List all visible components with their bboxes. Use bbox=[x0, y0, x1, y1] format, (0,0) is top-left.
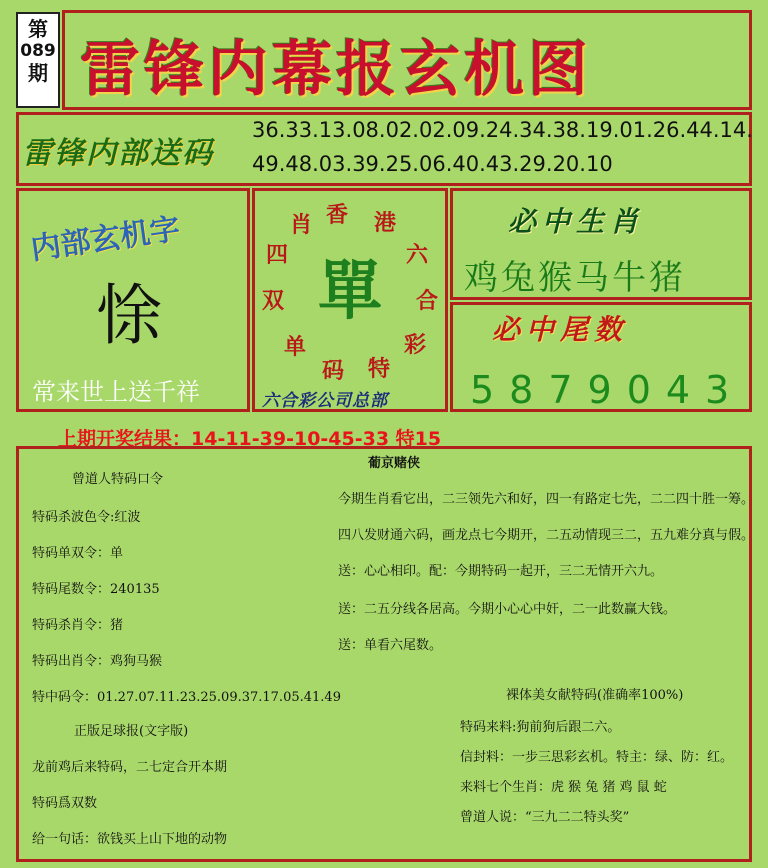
issue-number: 089 bbox=[20, 41, 56, 61]
right-top-line: 送：二五分线各居高。今期小心心中奸，二一此数赢大钱。 bbox=[338, 602, 677, 617]
numbers-panel-label: 雷锋内部送码 bbox=[22, 136, 214, 171]
ring-char: 六 bbox=[406, 242, 429, 268]
right-bottom-line: 来料七个生肖：虎 猴 兔 猪 鸡 鼠 蛇 bbox=[460, 780, 667, 795]
company-label: 六合彩公司总部 bbox=[262, 391, 388, 411]
issue-number-badge bbox=[16, 12, 60, 108]
right-bottom-title: 裸体美女献特码(准确率100%) bbox=[506, 688, 684, 703]
left-line: 特码杀波色令:红波 bbox=[32, 510, 141, 525]
secret-character: 悇 bbox=[96, 277, 162, 354]
right-top-line: 今期生肖看它出，二三领先六和好，四一有路定七先，二二四十胜一筹。 bbox=[338, 492, 755, 507]
ring-char: 彩 bbox=[404, 332, 427, 358]
ring-char: 港 bbox=[374, 210, 397, 236]
tail-label: 必中尾数 bbox=[492, 313, 629, 346]
numbers-line-1: 36.33.13.08.02.02.09.24.34.38.19.01.26.44.14. bbox=[252, 118, 753, 142]
ring-char: 香 bbox=[326, 202, 349, 228]
left-heading: 曾道人特码口令 bbox=[72, 472, 164, 487]
tail-value: 5879043 bbox=[470, 368, 745, 412]
left-line: 给一句话：欲钱买上山下地的动物 bbox=[32, 832, 228, 847]
ring-char: 特 bbox=[368, 356, 391, 382]
left-line: 特码爲双数 bbox=[32, 796, 98, 811]
issue-suffix: 期 bbox=[28, 61, 48, 85]
right-bottom-line: 信封料：一步三思彩玄机。特主：绿、防：红。 bbox=[460, 750, 734, 765]
left-line: 特中码令：01.27.07.11.23.25.09.37.17.05.41.49 bbox=[32, 690, 341, 705]
blessing-text: 常来世上送千祥 bbox=[32, 378, 200, 406]
zodiac-value: 鸡兔猴马牛猪 bbox=[464, 258, 686, 298]
right-top-line: 送：心心相印。配：今期特码一起开，三二无情开六九。 bbox=[338, 564, 664, 579]
center-character: 單 bbox=[318, 254, 382, 329]
right-top-title: 葡京赌侠 bbox=[368, 456, 421, 471]
right-top-line: 四八发财通六码，画龙点七今期开，二五动情现三二，五九难分真与假。 bbox=[338, 528, 755, 543]
left-line: 特码单双令：单 bbox=[32, 546, 124, 561]
right-bottom-line: 特码来料:狗前狗后跟二六。 bbox=[460, 720, 621, 735]
last-result: 上期开奖结果：14-11-39-10-45-33 特15 bbox=[58, 428, 442, 450]
ring-char: 四 bbox=[266, 242, 289, 268]
left-heading: 正版足球报(文字版) bbox=[74, 724, 189, 739]
issue-prefix: 第 bbox=[28, 17, 48, 41]
left-line: 特码尾数令：240135 bbox=[32, 582, 160, 597]
right-bottom-line: 曾道人说：“三九二二特头奖” bbox=[460, 810, 630, 825]
ring-char: 肖 bbox=[290, 212, 313, 238]
ring-char: 双 bbox=[262, 288, 285, 314]
ring-char: 合 bbox=[416, 288, 439, 314]
left-line: 特码杀肖令：猪 bbox=[32, 618, 124, 633]
left-line: 特码出肖令：鸡狗马猴 bbox=[32, 654, 163, 669]
zodiac-label: 必中生肖 bbox=[508, 205, 645, 238]
left-line: 龙前鸡后来特码，二七定合开本期 bbox=[32, 760, 228, 775]
right-top-line: 送：单看六尾数。 bbox=[338, 638, 443, 653]
secret-panel-label: 内部玄机字 bbox=[28, 211, 183, 268]
numbers-line-2: 49.48.03.39.25.06.40.43.29.20.10 bbox=[252, 152, 613, 176]
ring-char: 码 bbox=[322, 358, 345, 384]
ring-char: 单 bbox=[284, 334, 307, 360]
page-title: 雷锋内幕报玄机图 bbox=[80, 35, 592, 105]
